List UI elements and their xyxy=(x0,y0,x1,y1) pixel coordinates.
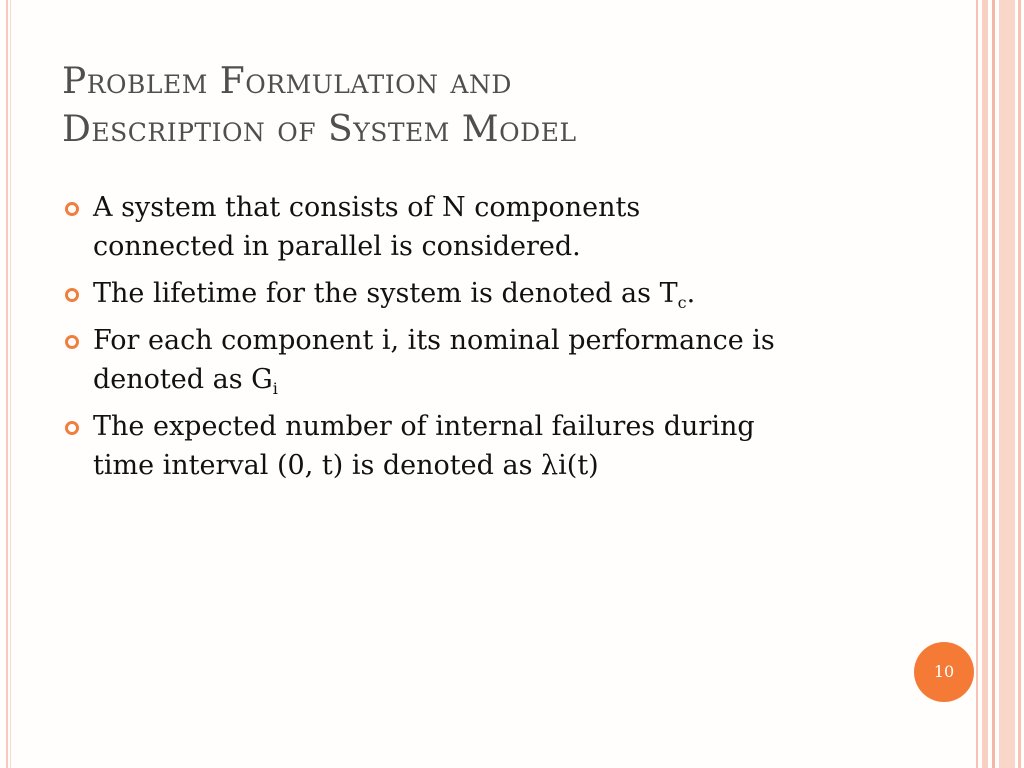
bullet-circle-icon xyxy=(65,335,79,349)
bullet-item-3 xyxy=(62,321,922,399)
bullet-3-subscript: i xyxy=(272,379,278,398)
bullet-4-line-2: time interval (0, t) is denoted as λi(t) xyxy=(93,450,599,481)
left-border-line-inner xyxy=(10,0,11,768)
bullet-circle-icon xyxy=(65,421,79,435)
right-stripe-4 xyxy=(999,0,1015,768)
bullet-1-line-1: A system that consists of N components xyxy=(93,192,641,223)
bullet-circle-icon xyxy=(65,202,79,216)
bullet-3-line-2: denoted as G xyxy=(93,364,273,395)
bullet-2-text: The lifetime for the system is denoted as T xyxy=(93,278,678,309)
bullet-2-suffix: . xyxy=(686,278,696,309)
slide-title-line-1: Problem Formulation and xyxy=(62,61,512,102)
bullet-2-subscript: c xyxy=(677,293,687,312)
bullet-3-line-1: For each component i, its nominal performance is xyxy=(93,325,775,356)
bullet-item-2 xyxy=(62,274,922,313)
right-stripe-3 xyxy=(992,0,995,768)
bullet-1-line-2: connected in parallel is considered. xyxy=(93,231,581,262)
slide-title xyxy=(62,58,942,154)
page-number-badge: 10 xyxy=(914,642,974,702)
right-stripe-1 xyxy=(976,0,978,768)
bullet-item-1 xyxy=(62,188,922,266)
slide-title-line-2: Description of System Model xyxy=(62,109,577,150)
bullet-list xyxy=(62,188,922,493)
right-stripe-2 xyxy=(982,0,988,768)
left-border-line xyxy=(6,0,8,768)
right-stripe-5 xyxy=(1018,0,1021,768)
bullet-4-line-1: The expected number of internal failures during xyxy=(93,411,755,442)
bullet-item-4 xyxy=(62,407,922,485)
bullet-circle-icon xyxy=(65,288,79,302)
